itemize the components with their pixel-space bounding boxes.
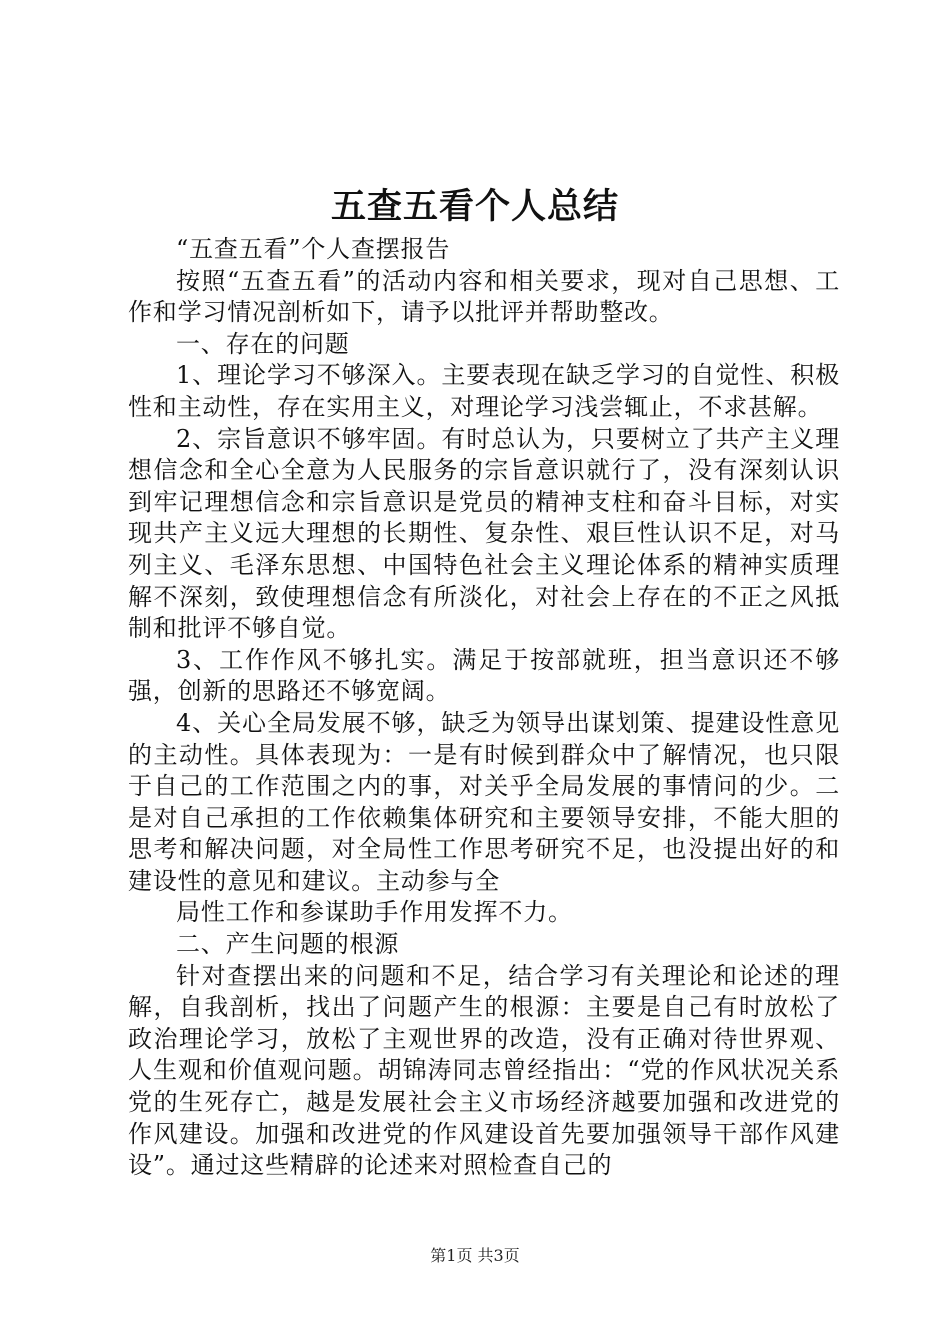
problem-item-4: 4、关心全局发展不够，缺乏为领导出谋划策、提建设性意见的主动性。具体表现为：一是有时候到群众中了解情况，也只限于自己的工作范围之内的事，对关乎全局发展的事情问的少。二是对自己承担的工作依赖集体研究和主要领导安排，不能大胆的思考和解决问题，对全局性工作思考研究不足，也没提出好的和建设性的意见和建议。主动参与全: [128, 708, 840, 895]
document-title: 五查五看个人总结: [330, 186, 619, 227]
page-number: 第1页 共3页: [430, 1246, 520, 1265]
document-body: [128, 234, 840, 1182]
section-heading-causes: 二、产生问题的根源: [176, 930, 400, 959]
causes-paragraph: 针对查摆出来的问题和不足，结合学习有关理论和论述的理解，自我剖析，找出了问题产生的根源：主要是自己有时放松了政治理论学习，放松了主观世界的改造，没有正确对待世界观、人生观和价值观问题。胡锦涛同志曾经指出：“党的作风状况关系党的生死存亡，越是发展社会主义市场经济越要加强和改进党的作风建设。加强和改进党的作风建设首先要加强领导干部作风建设”。通过这些精辟的论述来对照检查自己的: [128, 961, 840, 1180]
problem-item-1: 1、理论学习不够深入。主要表现在缺乏学习的自觉性、积极性和主动性，存在实用主义，对理论学习浅尝辄止，不求甚解。: [128, 361, 840, 421]
report-subtitle: “五查五看”个人查摆报告: [176, 235, 451, 263]
problem-item-4-continued: 局性工作和参谋助手作用发挥不力。: [176, 898, 573, 927]
problem-item-2: 2、宗旨意识不够牢固。有时总认为，只要树立了共产主义理想信念和全心全意为人民服务的宗旨意识就行了，没有深刻认识到牢记理想信念和宗旨意识是党员的精神支柱和奋斗目标，对实现共产主义远大理想的长期性、复杂性、艰巨性认识不足，对马列主义、毛泽东思想、中国特色社会主义理论体系的精神实质理解不深刻，致使理想信念有所淡化，对社会上存在的不正之风抵制和批评不够自觉。: [128, 424, 840, 643]
section-heading-problems: 一、存在的问题: [176, 329, 350, 358]
problem-item-3: 3、工作作风不够扎实。满足于按部就班，担当意识还不够强，创新的思路还不够宽阔。: [128, 645, 840, 706]
intro-paragraph: 按照“五查五看”的活动内容和相关要求，现对自己思想、工作和学习情况剖析如下，请予以批评并帮助整改。: [128, 266, 840, 327]
